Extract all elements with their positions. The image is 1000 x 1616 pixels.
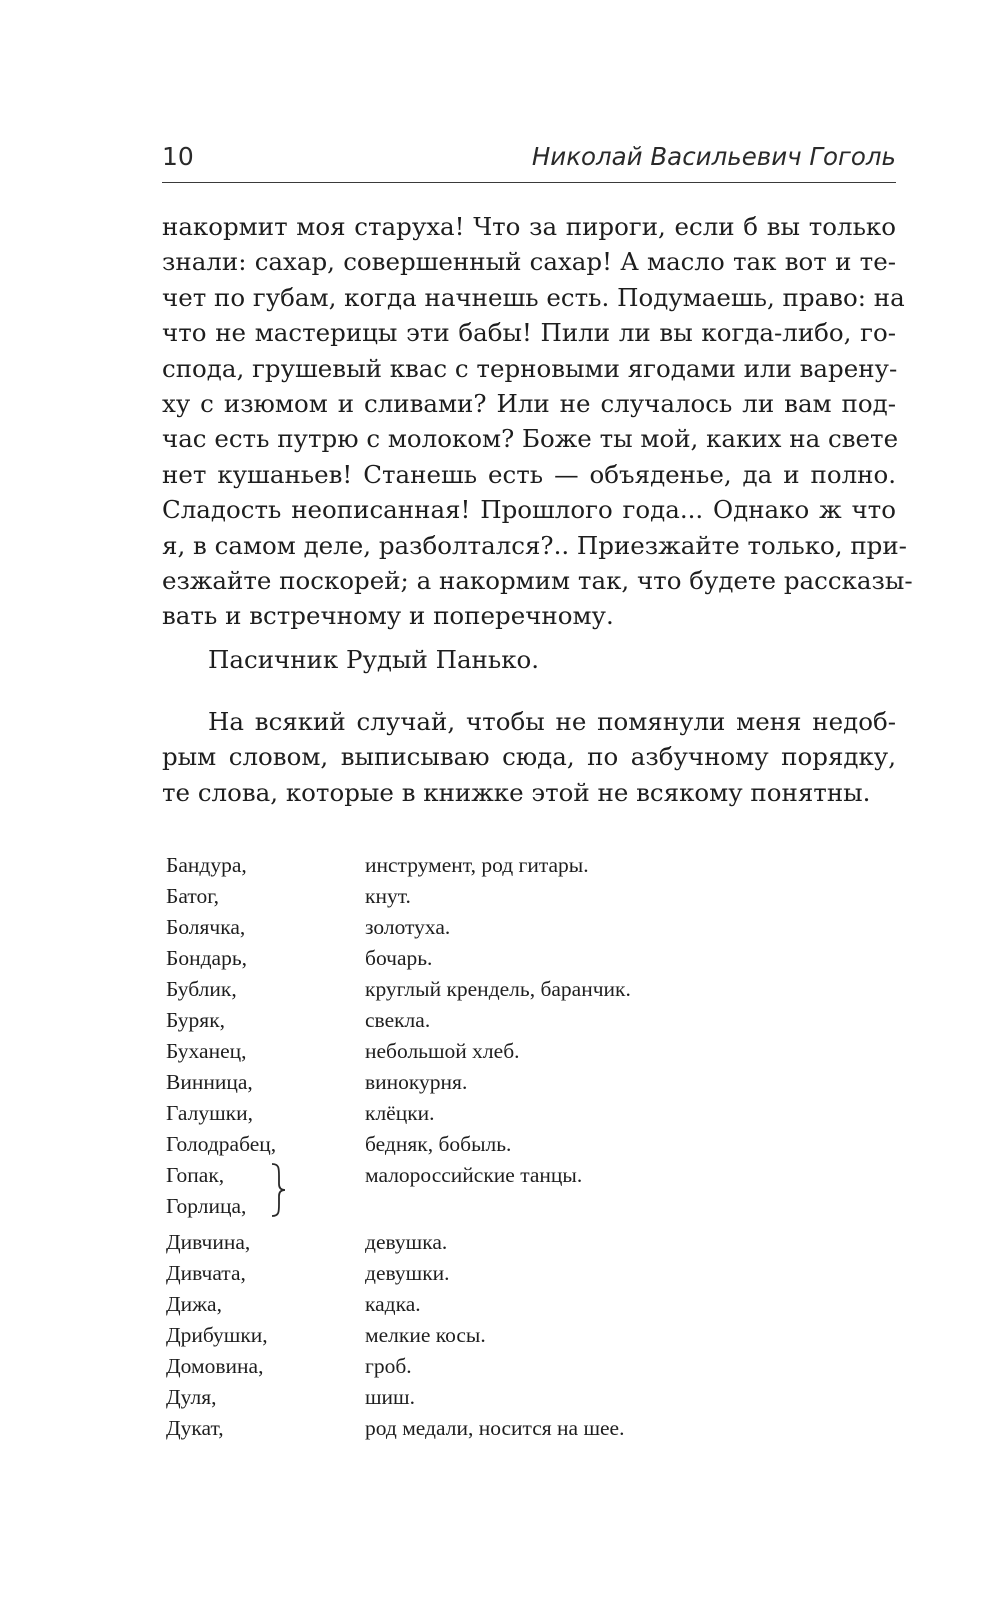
- glossary-definition: круглый крендель, баранчик.: [365, 977, 631, 1001]
- glossary-term: Дивчина,: [166, 1230, 251, 1254]
- glossary-entry: [166, 1098, 866, 1129]
- running-head-author: Николай Васильевич Гоголь: [531, 142, 896, 171]
- glossary-term: Винница,: [166, 1070, 253, 1094]
- glossary-entry: [166, 850, 866, 881]
- text-line: вать и встречному и поперечному.: [162, 601, 614, 631]
- glossary-definition: бочарь.: [365, 946, 433, 970]
- glossary-definition: род медали, носится на шее.: [365, 1416, 625, 1440]
- glossary-definition: гроб.: [365, 1354, 412, 1378]
- glossary-entry: [166, 1005, 866, 1036]
- glossary-entry: [166, 1320, 866, 1351]
- glossary-definition: кадка.: [365, 1292, 421, 1316]
- glossary-entry: [166, 1227, 866, 1258]
- glossary-definition: мелкие косы.: [365, 1323, 486, 1347]
- glossary-definition: клёцки.: [365, 1101, 435, 1125]
- glossary-definition: девушка.: [365, 1230, 448, 1254]
- glossary-entry-group: [166, 1160, 866, 1227]
- text-line: Сладость неописанная! Прошлого года... Однако ж что: [162, 495, 896, 525]
- glossary-entry: [166, 1036, 866, 1067]
- glossary-entry: [166, 1289, 866, 1320]
- glossary-entry: [166, 1258, 866, 1289]
- glossary-term: Горлица,: [166, 1194, 247, 1218]
- text-line: я, в самом деле, разболтался?.. Приезжайте только, при-: [162, 530, 907, 560]
- glossary-term: Буряк,: [166, 1008, 226, 1032]
- glossary-definition: свекла.: [365, 1008, 431, 1032]
- glossary-term: Дукат,: [166, 1416, 224, 1440]
- signature: Пасичник Рудый Панько.: [208, 645, 540, 674]
- glossary-definition: шиш.: [365, 1385, 415, 1409]
- glossary-term: Батог,: [166, 884, 219, 908]
- glossary-term: Болячка,: [166, 915, 246, 939]
- glossary-term: Голодрабец,: [166, 1132, 277, 1156]
- curly-brace-icon: [268, 1162, 290, 1218]
- glossary-definition: небольшой хлеб.: [365, 1039, 520, 1063]
- glossary-definition: золотуха.: [365, 915, 451, 939]
- text-line: ху с изюмом и сливами? Или не случалось ли вам под-: [162, 388, 896, 418]
- glossary-entry: [166, 943, 866, 974]
- glossary-definition: инструмент, род гитары.: [365, 853, 589, 877]
- glossary-entry: [166, 912, 866, 943]
- glossary-term: Дуля,: [166, 1385, 217, 1409]
- glossary-entry: [166, 974, 866, 1005]
- glossary-term: Дивчата,: [166, 1261, 246, 1285]
- glossary-term: Гопак,: [166, 1163, 225, 1187]
- glossary-term: Буханец,: [166, 1039, 247, 1063]
- text-line: знали: сахар, совершенный сахар! А масло так вот и те-: [162, 247, 896, 277]
- glossary-definition: бедняк, бобыль.: [365, 1132, 512, 1156]
- glossary-definition: винокурня.: [365, 1070, 468, 1094]
- glossary-term: Бублик,: [166, 977, 237, 1001]
- glossary-term: Домовина,: [166, 1354, 264, 1378]
- text-line: На всякий случай, чтобы не помянули меня недоб-: [208, 707, 896, 736]
- text-line: накормит моя старуха! Что за пироги, если б вы только: [162, 212, 896, 241]
- glossary-entry: [166, 1067, 866, 1098]
- glossary-term: Галушки,: [166, 1101, 253, 1125]
- glossary-term: Бандура,: [166, 853, 247, 877]
- glossary-entry: [166, 881, 866, 912]
- page-number: 10: [162, 142, 194, 171]
- text-line: рым словом, выписываю сюда, по азбучному порядку,: [162, 742, 896, 772]
- glossary-term: Бондарь,: [166, 946, 248, 970]
- glossary-entry: [166, 1382, 866, 1413]
- glossary-definition: малороссийские танцы.: [365, 1163, 583, 1187]
- glossary-term: Дрибушки,: [166, 1323, 268, 1347]
- glossary-term: Дижа,: [166, 1292, 222, 1316]
- text-line: те слова, которые в книжке этой не всякому понятны.: [162, 777, 871, 807]
- text-line: езжайте поскорей; а накормим так, что будете рассказы-: [162, 565, 913, 595]
- page-header: [162, 138, 896, 183]
- paragraph-1: [162, 209, 913, 634]
- text-line: спода, грушевый квас с терновыми ягодами или варену-: [162, 353, 898, 383]
- text-line: нет кушаньев! Станешь есть — объяденье, да и полно.: [162, 459, 896, 489]
- glossary-entry: [166, 1129, 866, 1160]
- text-line: что не мастерицы эти бабы! Пили ли вы когда-либо, го-: [162, 318, 896, 348]
- text-line: час есть путрю с молоком? Боже ты мой, каких на свете: [162, 424, 899, 454]
- glossary-definition: кнут.: [365, 884, 411, 908]
- text-line: чет по губам, когда начнешь есть. Подумаешь, право: на: [162, 282, 905, 312]
- glossary-entry: [166, 1351, 866, 1382]
- glossary-definition: девушки.: [365, 1261, 450, 1285]
- glossary: [166, 850, 866, 1444]
- paragraph-2: [162, 704, 896, 810]
- glossary-entry: [166, 1413, 866, 1444]
